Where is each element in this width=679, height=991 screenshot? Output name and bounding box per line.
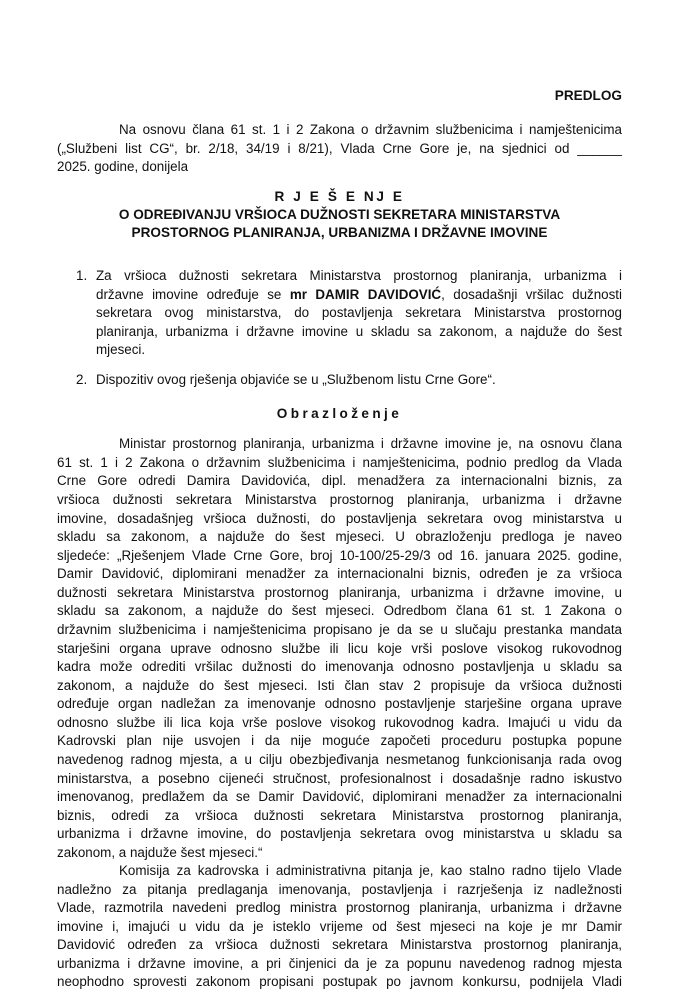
item-line: Za vršioca dužnosti sekretara Ministarstva prostornog planiranja, urbanizma i — [96, 268, 622, 283]
paragraph-line: državnim službenicima i namještenicima propisano je da se u slučaju prestanka mandata — [57, 622, 622, 637]
item-line: Dispozitiv ovog rješenja objaviće se u „Službenom listu Crne Gore“. — [96, 372, 496, 387]
paragraph-line: starješini organa uprave odnosno službe ili licu koje vrši poslove visokog rukovodnog — [57, 641, 622, 656]
item-line: mjeseci. — [96, 342, 146, 357]
paragraph-line: navedenog radnog mjesta, a u cilju obezbjeđivanja nesmetanog funkcionisanja rada ovog — [57, 752, 622, 767]
paragraph-line: Damir Davidović, diplomirani menadžer za internacionalni biznis, određen je za vršioca — [57, 566, 622, 581]
paragraph-line: biznis, odredi za vršioca dužnosti sekretara Ministarstva prostornog planiranja, — [57, 808, 622, 823]
decision-subtitle-line: O ODREĐIVANJU VRŠIOCA DUŽNOSTI SEKRETARA MINISTARSTVA — [118, 207, 561, 222]
paragraph-line: Kadrovski plan nije usvojen i da nije moguće započeti proceduru postupka popune — [57, 733, 622, 748]
paragraph-line: dužnosti sekretara Ministarstva prostornog planiranja, urbanizma i državne imovine, u — [57, 585, 622, 600]
preamble-line: 2025. godine, donijela — [57, 159, 189, 174]
item-line — [96, 286, 622, 304]
paragraph-line: skladu sa zakonom, a najduže do šest mjeseci. U obrazloženju predloga je naveo — [57, 529, 622, 544]
paragraph-line: sljedeće: „Rješenjem Vlade Crne Gore, broj 10-100/25-29/3 od 16. januara 2025. godine, — [57, 548, 622, 563]
appointee-name: mr DAMIR DAVIDOVIĆ — [289, 287, 442, 302]
paragraph-line: Davidović određen za vršioca dužnosti sekretara Ministarstva prostornog planiranja, — [57, 937, 622, 952]
item-line: sekretara ovog ministarstva, do postavljenja sekretara Ministarstva prostornog — [96, 305, 622, 320]
paragraph-line: skladu sa zakonom, a najduže do šest mjeseci. Odredbom člana 61 st. 1 Zakona o — [57, 603, 622, 618]
paragraph-line: odnosno službe ili lica koja vrše poslove visokog rukovodnog kadra. Imajući u vidu da — [57, 715, 622, 730]
paragraph-line: Komisija za kadrovska i administrativna pitanja je, kao stalno radno tijelo Vlade — [119, 863, 622, 878]
preamble-line: („Službeni list CG“, br. 2/18, 34/19 i 8/21), Vlada Crne Gore je, na sjednici od ______ — [57, 141, 622, 156]
proposal-label: PREDLOG — [554, 88, 622, 103]
paragraph-line: nadležno za pitanja predlaganja imenovanja, postavljenja i razrješenja iz nadležnosti — [57, 882, 622, 897]
item-text: državne imovine određuje se — [96, 287, 290, 302]
explanation-heading: Obrazloženje — [276, 406, 403, 421]
item-number: 1. — [76, 268, 88, 283]
paragraph-line: Ministar prostornog planiranja, urbanizma i državne imovine je, na osnovu člana — [119, 436, 622, 451]
paragraph-line: urbanizma i državne imovine, do postavljenja sekretara ovog ministarstva u skladu sa — [57, 826, 622, 841]
preamble-line: Na osnovu člana 61 st. 1 i 2 Zakona o državnim službenicima i namještenicima — [119, 122, 622, 137]
paragraph-line: imovine, dosadašnjeg vršioca dužnosti, do postavljenja sekretara ovog ministarstva u — [57, 511, 622, 526]
paragraph-line: Vlade, razmotrila navedeni predlog ministra prostornog planiranja, urbanizma i državne — [57, 900, 622, 915]
paragraph-line: kadra može odrediti vršilac dužnosti do imenovanja odnosno postavljenja u skladu sa — [57, 659, 622, 674]
decision-subtitle-line: PROSTORNOG PLANIRANJA, URBANIZMA I DRŽAVNE IMOVINE — [131, 225, 548, 240]
paragraph-line: Crne Gore odredi Damira Davidovića, dipl. menadžera za internacionalni biznis, za — [57, 473, 622, 488]
paragraph-line: 61 st. 1 i 2 Zakona o državnim službenicima i namještenicima, podnio predlog da Vlada — [57, 455, 622, 470]
paragraph-line: zakonom, a najduže šest mjeseci.“ — [57, 845, 263, 860]
paragraph-line: određuje organ nadležan za imenovanje odnosno postavljenje starješine organa uprave — [57, 696, 622, 711]
decision-title: R J E Š E NJ E — [274, 189, 405, 204]
paragraph-line: imovine i, imajući u vidu da je isteklo vrijeme od šest mjeseci na koje je mr Damir — [57, 919, 622, 934]
paragraph-line: ministarstva, a posebno cijeneći stručnost, profesionalnost i dosadašnje radno iskustvo — [57, 771, 622, 786]
paragraph-line: imenovanog, predlažem da se Damir Davidović, diplomirani menadžer za internacionalni — [57, 789, 622, 804]
item-line: planiranja, urbanizma i državne imovine u skladu sa zakonom, a najduže do šest — [96, 324, 622, 339]
item-number: 2. — [76, 372, 88, 387]
paragraph-line: zakonom, a najduže do šest mjeseci. Isti član stav 2 propisuje da vršioca dužnosti — [57, 678, 622, 693]
item-text: , dosadašnji vršilac dužnosti — [441, 287, 622, 302]
paragraph-line: urbanizma i državne imovine, a pri činjenici da je za popunu navedenog radnog mjesta — [57, 956, 622, 971]
paragraph-line: neophodno sprovesti zakonom propisani postupak po javnom konkursu, podnijela Vladi — [57, 974, 622, 989]
paragraph-line: vršioca dužnosti sekretara Ministarstva prostornog planiranja, urbanizma i državne — [57, 492, 622, 507]
